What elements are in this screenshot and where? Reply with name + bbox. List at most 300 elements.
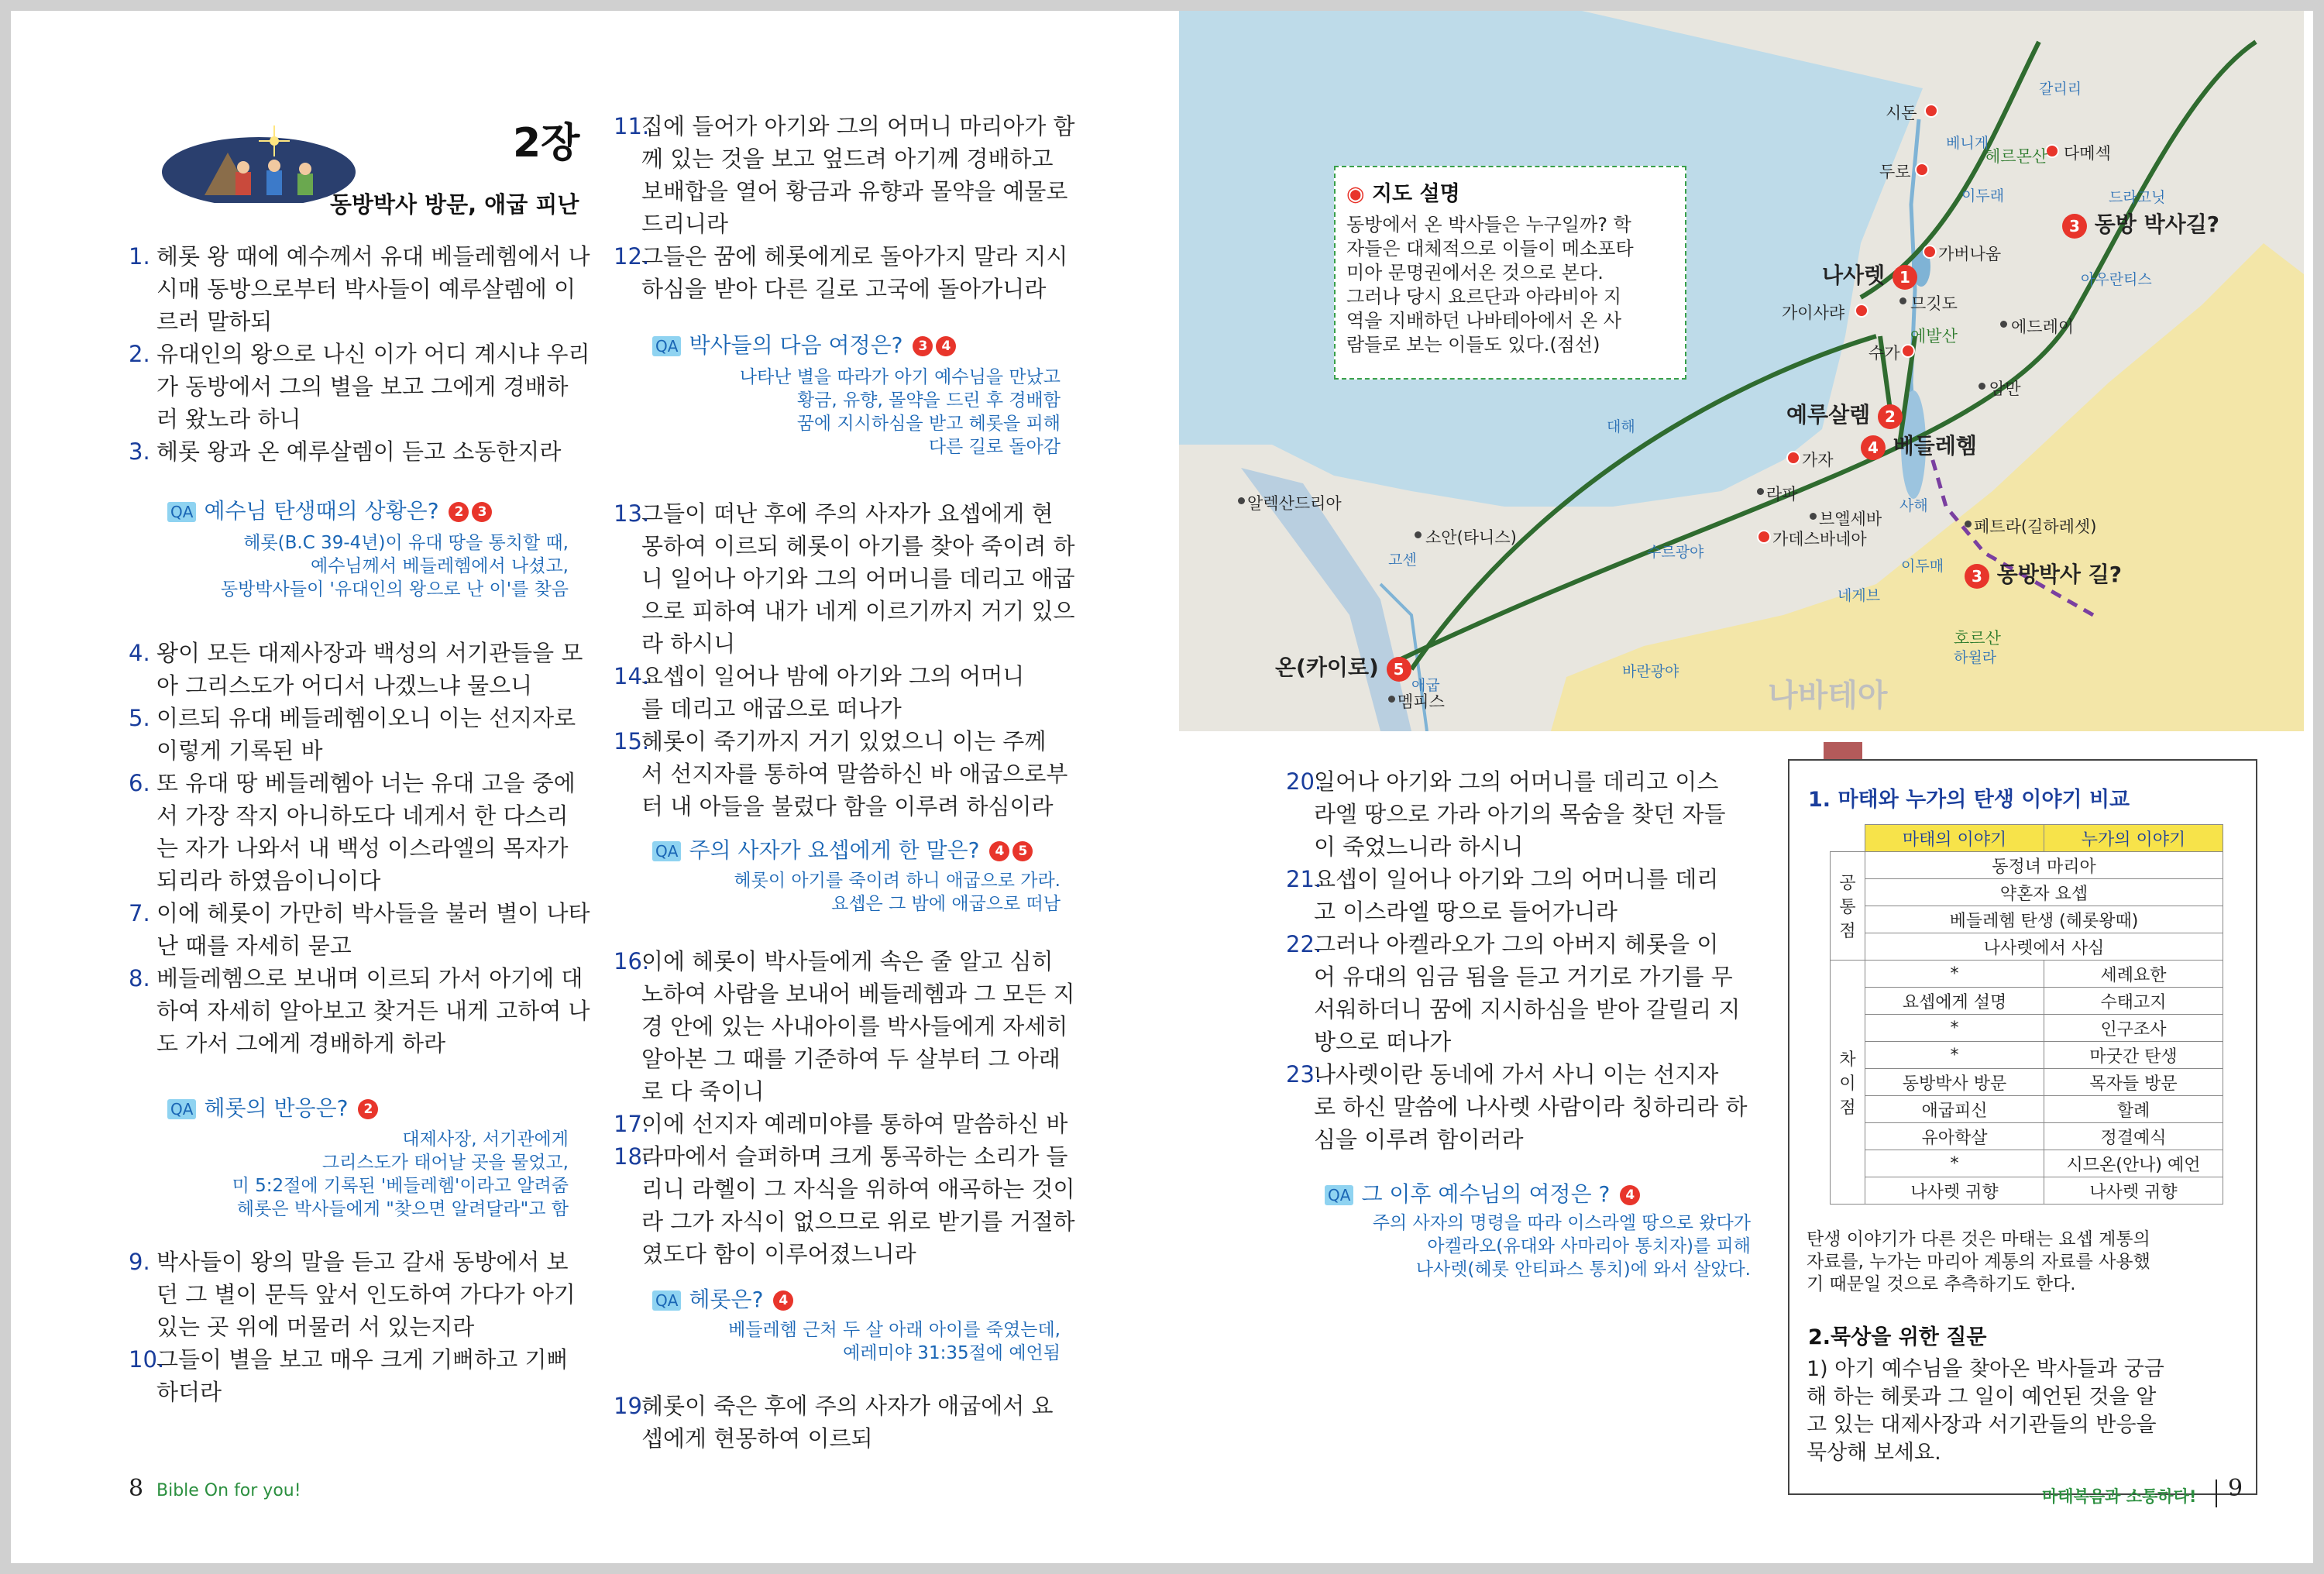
qa-next-journey-answer bbox=[654, 366, 1061, 459]
table-cell: 수태고지 bbox=[2044, 988, 2223, 1015]
row-group-char: 점 bbox=[1839, 922, 1856, 941]
verse-line: 알아본 그 때를 기준하여 두 살부터 그 아래 bbox=[641, 1046, 1061, 1072]
legend-line: 역을 지배하던 나바테아에서 온 사 bbox=[1346, 310, 1622, 332]
legend-title bbox=[1346, 177, 1674, 207]
qa-badge: QA bbox=[167, 1099, 196, 1119]
qa-later-journey bbox=[1325, 1179, 1640, 1210]
verse-number: 1. bbox=[129, 243, 150, 270]
qa-question: 헤롯은? bbox=[689, 1287, 771, 1312]
brand-logo bbox=[156, 1481, 301, 1500]
verse-line: 고 이스라엘 땅으로 들어가니라 bbox=[1314, 899, 1618, 925]
verse-number: 11. bbox=[614, 113, 650, 139]
megiddo-dot bbox=[1899, 297, 1906, 304]
beersheba-dot bbox=[1810, 513, 1817, 520]
verse bbox=[129, 435, 605, 468]
qa-badge: QA bbox=[652, 841, 681, 861]
table-row bbox=[1831, 1042, 2223, 1069]
zoan-label: 소안(타니스) bbox=[1425, 528, 1517, 547]
verse-line: 로 다 죽이니 bbox=[641, 1078, 765, 1105]
row-group-char: 이 bbox=[1839, 1074, 1856, 1094]
verse-number: 10. bbox=[129, 1346, 165, 1373]
tyre-dot bbox=[1915, 163, 1929, 177]
row-group-char: 점 bbox=[1839, 1098, 1856, 1118]
qa-angel-answer bbox=[654, 869, 1061, 916]
qa-badge: QA bbox=[652, 336, 681, 356]
verse-19 bbox=[614, 1390, 1102, 1455]
verse-line: 였도다 함이 이루어졌느니라 bbox=[641, 1241, 916, 1267]
verse bbox=[614, 1108, 1102, 1140]
verses-11-12 bbox=[614, 110, 1102, 305]
qa-question: 그 이후 예수님의 여정은 ? bbox=[1361, 1181, 1618, 1207]
qa-answer-line: 헤롯이 아기를 죽이려 하니 애굽으로 가라. bbox=[734, 871, 1061, 891]
alexandria-dot bbox=[1238, 497, 1245, 504]
verse-number: 15. bbox=[614, 728, 650, 754]
verse-line: 어 유대의 임금 됨을 듣고 거기로 가기를 무 bbox=[1314, 964, 1733, 990]
sidon-label: 시돈 bbox=[1886, 104, 1917, 122]
verse-line: 그러나 아켈라오가 그의 아버지 헤롯을 이 bbox=[1314, 931, 1719, 957]
verse-line: 이르되 유대 베들레헴이오니 이는 선지자로 bbox=[156, 705, 576, 731]
legend-line: 동방에서 온 박사들은 누구일까? 학 bbox=[1346, 214, 1631, 235]
verse-line: 이렇게 기록된 바 bbox=[156, 737, 323, 764]
verse-number: 3. bbox=[129, 438, 150, 465]
verse-line: 그들은 꿈에 헤롯에게로 돌아가지 말라 지시 bbox=[641, 243, 1068, 270]
verse-number: 21. bbox=[1286, 866, 1322, 892]
verse bbox=[129, 962, 605, 1060]
verses-9-10 bbox=[129, 1246, 605, 1408]
goshen-label: 고센 bbox=[1388, 552, 1417, 569]
verse-line: 보배합을 열어 황금과 유향과 몰약을 예물로 bbox=[641, 178, 1068, 204]
table-row bbox=[1831, 852, 2223, 879]
zoan-dot bbox=[1415, 531, 1422, 538]
dead-sea-label: 사해 bbox=[1899, 497, 1928, 514]
table-row bbox=[1831, 1015, 2223, 1042]
right-page bbox=[1151, 11, 2313, 1563]
paran-label: 바란광야 bbox=[1622, 663, 1679, 680]
table-cell-common: 동정녀 마리아 bbox=[1865, 852, 2223, 879]
verse bbox=[129, 338, 605, 435]
verse-number: 7. bbox=[129, 900, 150, 926]
east-route-1-label: 3 동방 박사길? bbox=[2062, 208, 2219, 239]
verse-line: 경 안에 있는 사내아이를 박사들에게 자세히 bbox=[641, 1013, 1068, 1040]
verse bbox=[614, 945, 1102, 1108]
verses-20-23 bbox=[1286, 765, 1758, 1156]
capernaum-label: 가버나움 bbox=[1938, 245, 2002, 263]
kadesh-dot bbox=[1757, 530, 1771, 544]
raphia-label: 라파 bbox=[1766, 485, 1798, 503]
caesarea-dot bbox=[1855, 304, 1868, 318]
verse-line: 있는 곳 위에 머물러 서 있는지라 bbox=[156, 1314, 475, 1340]
verse bbox=[129, 767, 605, 897]
qa-question: 박사들의 다음 여정은? bbox=[689, 332, 910, 358]
verse bbox=[129, 702, 605, 767]
qa-herod-answer-2 bbox=[654, 1318, 1061, 1365]
verse-line: 으로 피하여 내가 네게 이르기까지 거기 있으 bbox=[641, 598, 1075, 624]
table-cell-common: 약혼자 요셉 bbox=[1865, 879, 2223, 906]
table-cell: * bbox=[1865, 1150, 2044, 1177]
verses-13-15 bbox=[614, 497, 1102, 823]
verse-line: 께 있는 것을 보고 엎드려 아기께 경배하고 bbox=[641, 146, 1054, 172]
row-group-label bbox=[1831, 852, 1865, 961]
verse-line: 이에 헤롯이 가만히 박사들을 불러 별이 나타 bbox=[156, 900, 590, 926]
gaza-dot bbox=[1786, 451, 1800, 465]
qa-birth-situation bbox=[167, 496, 492, 527]
qa-angel-message bbox=[652, 835, 1033, 866]
comparison-title: 1. 마태와 누가의 탄생 이야기 비교 bbox=[1808, 788, 2130, 812]
qa-answer-line: 나타난 별을 따라가 아기 예수님을 만났고 bbox=[739, 367, 1061, 387]
verse bbox=[614, 240, 1102, 305]
verse-line: 이에 헤롯이 박사들에게 속은 줄 알고 심히 bbox=[641, 948, 1054, 974]
havila-label: 하윌라 bbox=[1954, 649, 1997, 666]
verse-line: 라엘 땅으로 가라 아기의 목숨을 찾던 자들 bbox=[1314, 801, 1726, 827]
idumea-label: 이두매 bbox=[1901, 558, 1944, 575]
table-cell-common: 베들레헴 탄생 (헤롯왕때) bbox=[1865, 906, 2223, 933]
table-row bbox=[1831, 1150, 2223, 1177]
damascus-label: 다메섹 bbox=[2064, 144, 2111, 163]
gaza-label: 가자 bbox=[1802, 451, 1834, 469]
qa-herod bbox=[652, 1284, 793, 1315]
verse-number: 18. bbox=[614, 1143, 650, 1170]
bethlehem-label: 4 베들레헴 bbox=[1861, 429, 1977, 460]
table-cell: 유아학살 bbox=[1865, 1123, 2044, 1150]
qa-answer-line: 미 5:2절에 기록된 '베들레헴'이라고 알려줌 bbox=[232, 1176, 569, 1196]
legend-line: 미아 문명권에서온 것으로 본다. bbox=[1346, 262, 1604, 284]
auranitis-label: 아우란티스 bbox=[2081, 271, 2152, 288]
table-row bbox=[1831, 879, 2223, 906]
legend-line: 자들은 대체적으로 이들이 메소포타 bbox=[1346, 238, 1634, 259]
verse-line: 그들이 떠난 후에 주의 사자가 요셉에게 현 bbox=[641, 500, 1054, 527]
qa-answer-line: 동방박사들이 '유대인의 왕으로 난 이'를 찾음 bbox=[220, 579, 569, 600]
table-row bbox=[1831, 1177, 2223, 1205]
tyre-label: 두로 bbox=[1879, 163, 1911, 181]
nativity-illustration bbox=[158, 110, 359, 203]
memphis-label: 멤피스 bbox=[1397, 692, 1445, 711]
qa-ref-number: 4 bbox=[936, 336, 956, 356]
qa-answer-line: 다른 길로 돌아감 bbox=[928, 437, 1061, 457]
verse-line: 방으로 떠나가 bbox=[1314, 1029, 1452, 1055]
row-group-char: 공 bbox=[1839, 874, 1856, 893]
verse-line: 유대인의 왕으로 나신 이가 어디 계시냐 우리 bbox=[156, 341, 590, 367]
qa-ref-number: 4 bbox=[1620, 1185, 1640, 1205]
question-line: 해 하는 헤롯과 그 일이 예언된 것을 알 bbox=[1807, 1385, 2157, 1409]
verse-line: 드리니라 bbox=[641, 211, 729, 237]
verses-1-3 bbox=[129, 240, 605, 468]
footer-divider bbox=[2216, 1479, 2217, 1507]
verse-number: 2. bbox=[129, 341, 150, 367]
map bbox=[1179, 11, 2304, 731]
qa-ref-number: 3 bbox=[472, 502, 492, 522]
verse-line: 리니 라헬이 그 자식을 위하여 애곡하는 것이 bbox=[641, 1176, 1075, 1202]
verse-line: 집에 들어가 아기와 그의 어머니 마리아가 함 bbox=[641, 113, 1075, 139]
verse-line: 일어나 아기와 그의 어머니를 데리고 이스 bbox=[1314, 768, 1719, 795]
verse bbox=[614, 1140, 1102, 1270]
qa-ref-number: 4 bbox=[773, 1290, 793, 1311]
table-row bbox=[1831, 1069, 2223, 1096]
hermon-label: 헤르몬산 bbox=[1985, 147, 2048, 166]
ebal-label: 에발산 bbox=[1910, 327, 1958, 345]
verse-number: 16. bbox=[614, 948, 650, 974]
table-cell: 나사렛 귀향 bbox=[1865, 1177, 2044, 1205]
table-header: 누가의 이야기 bbox=[2044, 825, 2223, 852]
med-sea-label: 대해 bbox=[1607, 418, 1635, 435]
qa-answer-line: 예수님께서 베들레헴에서 나셨고, bbox=[311, 556, 569, 576]
verse-line: 박사들이 왕의 말을 듣고 갈새 동방에서 보 bbox=[156, 1249, 569, 1275]
verse bbox=[129, 240, 605, 338]
qa-answer-line: 아켈라오(유대와 사마리아 통치자)를 피해 bbox=[1427, 1236, 1751, 1256]
row-group-label bbox=[1831, 961, 1865, 1205]
verse-line: 서워하더니 꿈에 지시하심을 받아 갈릴리 지 bbox=[1314, 996, 1741, 1022]
edrei-label: 에드레이 bbox=[2011, 318, 2075, 336]
megiddo-label: 므깃도 bbox=[1910, 294, 1958, 313]
verse-line: 는 자가 나와서 내 백성 이스라엘의 목자가 bbox=[156, 835, 569, 861]
verse-number: 9. bbox=[129, 1249, 150, 1275]
verse bbox=[614, 660, 1102, 725]
qa-birth-answer bbox=[166, 531, 569, 601]
on-cairo-label: 온(카이로) 5 bbox=[1275, 651, 1411, 682]
meditation-question bbox=[1807, 1356, 2245, 1467]
table-cell: 나사렛 귀향 bbox=[2044, 1177, 2223, 1205]
petra-dot bbox=[1965, 521, 1972, 528]
qa-answer-line: 꿈에 지시하심을 받고 헤롯을 피해 bbox=[796, 414, 1061, 434]
verse-line: 헤롯이 죽은 후에 주의 사자가 애굽에서 요 bbox=[641, 1393, 1054, 1419]
verse-line: 왕이 모든 대제사장과 백성의 서기관들을 모 bbox=[156, 640, 583, 666]
verse-number: 17. bbox=[614, 1111, 650, 1137]
legend-text bbox=[1346, 213, 1674, 357]
verse-number: 13. bbox=[614, 500, 650, 527]
verse-line: 요셉이 일어나 밤에 아기와 그의 어머니 bbox=[641, 663, 1025, 689]
qa-question: 예수님 탄생때의 상황은? bbox=[204, 498, 446, 524]
comparison-box bbox=[1788, 759, 2257, 1495]
edrei-dot bbox=[2000, 321, 2007, 328]
verse-line: 나사렛이란 동네에 가서 사니 이는 선지자 bbox=[1314, 1061, 1719, 1088]
qa-answer-line: 헤롯은 박사들에게 "찾으면 알려달라"고 함 bbox=[236, 1199, 569, 1219]
verse-number: 22. bbox=[1286, 931, 1322, 957]
verse-line: 라 그가 자식이 없으므로 위로 받기를 거절하 bbox=[641, 1208, 1075, 1235]
qa-ref-number: 2 bbox=[449, 502, 469, 522]
capernaum-dot bbox=[1923, 245, 1937, 259]
verse-line: 심을 이루려 함이러라 bbox=[1314, 1126, 1524, 1153]
verse bbox=[614, 725, 1102, 823]
nabatea-label: 나바테아 bbox=[1768, 678, 1888, 713]
negev-label: 네게브 bbox=[1838, 587, 1881, 604]
qa-answer-line: 나사렛(헤롯 안티파스 통치)에 와서 살았다. bbox=[1415, 1260, 1751, 1280]
page-number-right: 9 bbox=[2228, 1475, 2243, 1502]
kadesh-label: 가데스바네아 bbox=[1772, 530, 1867, 548]
verse bbox=[614, 1390, 1102, 1455]
verse bbox=[129, 1343, 605, 1408]
verse-line: 또 유대 땅 베들레헴아 너는 유대 고을 중에 bbox=[156, 770, 576, 796]
question-line: 1) 아기 예수님을 찾아온 박사들과 궁금 bbox=[1807, 1357, 2164, 1381]
verse-line: 서 가장 작지 아니하도다 네게서 한 다스리 bbox=[156, 802, 569, 829]
table-row bbox=[1831, 906, 2223, 933]
brand-text: Bible On for you! bbox=[156, 1481, 301, 1500]
table-cell: * bbox=[1865, 961, 2044, 988]
note-line: 탄생 이야기가 다른 것은 마태는 요셉 계통의 bbox=[1807, 1229, 2150, 1249]
amman-label: 암만 bbox=[1989, 380, 2021, 398]
verse-line: 헤롯 왕 때에 예수께서 유대 베들레헴에서 나 bbox=[156, 243, 590, 270]
map-legend bbox=[1334, 166, 1686, 380]
trachonitis-label: 드라고닛 bbox=[2109, 189, 2166, 206]
verse-number: 5. bbox=[129, 705, 150, 731]
qa-answer-line: 헤롯(B.C 39-4년)이 유대 땅을 통치할 때, bbox=[243, 533, 569, 553]
table-cell: 세례요한 bbox=[2044, 961, 2223, 988]
verse bbox=[1286, 765, 1758, 863]
qa-answer-line: 그리스도가 태어날 곳을 물었고, bbox=[321, 1153, 569, 1173]
qa-next-journey bbox=[652, 330, 956, 361]
page-number-left: 8 bbox=[129, 1475, 144, 1502]
qa-ref-number: 5 bbox=[1012, 841, 1033, 861]
note-line: 기 때문일 것으로 추측하기도 한다. bbox=[1807, 1274, 2076, 1294]
table-cell: 요셉에게 설명 bbox=[1865, 988, 2044, 1015]
verse-line: 터 내 아들을 불렀다 함을 이루려 하심이라 bbox=[641, 793, 1054, 820]
verse bbox=[614, 497, 1102, 660]
sychar-label: 수가 bbox=[1868, 344, 1900, 363]
table-row bbox=[1831, 961, 2223, 988]
caesarea-label: 가이사랴 bbox=[1782, 304, 1845, 322]
verse-number: 20. bbox=[1286, 768, 1322, 795]
table-cell: 인구조사 bbox=[2044, 1015, 2223, 1042]
verses-16-18 bbox=[614, 945, 1102, 1270]
verse-line: 노하여 사람을 보내어 베들레헴과 그 모든 지 bbox=[641, 981, 1075, 1007]
table-row bbox=[1831, 1123, 2223, 1150]
qa-question: 헤롯의 반응은? bbox=[204, 1095, 356, 1121]
verse-line: 아 그리스도가 어디서 나겠느냐 물으니 bbox=[156, 672, 533, 699]
table-cell: 정결예식 bbox=[2044, 1123, 2223, 1150]
question-line: 묵상해 보세요. bbox=[1807, 1441, 1941, 1465]
memphis-dot bbox=[1388, 696, 1395, 703]
qa-badge: QA bbox=[652, 1290, 681, 1311]
verse-line: 가 동방에서 그의 별을 보고 그에게 경배하 bbox=[156, 373, 569, 400]
alexandria-label: 알렉산드리아 bbox=[1247, 494, 1342, 513]
sychar-dot bbox=[1901, 344, 1915, 358]
qa-badge: QA bbox=[167, 502, 196, 522]
verse-number: 14. bbox=[614, 663, 650, 689]
verses-4-8 bbox=[129, 637, 605, 1060]
table-row bbox=[1831, 933, 2223, 961]
footer-text: 마태복음과 소통하다! bbox=[2042, 1487, 2197, 1506]
iturea-label: 이두래 bbox=[1961, 187, 2005, 204]
note-line: 자료를, 누가는 마리아 계통의 자료를 사용했 bbox=[1807, 1252, 2150, 1272]
table-header: 마태의 이야기 bbox=[1865, 825, 2044, 852]
verse-number: 23. bbox=[1286, 1061, 1322, 1088]
comparison-note bbox=[1807, 1229, 2245, 1296]
table-cell: 애굽피신 bbox=[1865, 1096, 2044, 1123]
verse-line: 하여 자세히 알아보고 찾거든 내게 고하여 나 bbox=[156, 998, 590, 1024]
verse-line: 라마에서 슬퍼하며 크게 통곡하는 소리가 들 bbox=[641, 1143, 1068, 1170]
verse-line: 몽하여 이르되 헤롯이 아기를 찾아 죽이려 하 bbox=[641, 533, 1075, 559]
verse-number: 12. bbox=[614, 243, 650, 270]
table-cell: 시므온(안나) 예언 bbox=[2044, 1150, 2223, 1177]
qa-question: 주의 사자가 요셉에게 한 말은? bbox=[689, 837, 987, 863]
nazareth-label: 나사렛 1 bbox=[1822, 259, 1917, 290]
amman-dot bbox=[1978, 383, 1985, 390]
qa-answer-line: 황금, 유향, 몰약을 드린 후 경배함 bbox=[796, 390, 1061, 411]
verse bbox=[1286, 928, 1758, 1058]
table-cell: 목자들 방문 bbox=[2044, 1069, 2223, 1096]
legend-line: 그러나 당시 요르단과 아라비아 지 bbox=[1346, 286, 1622, 308]
verse-number: 8. bbox=[129, 965, 150, 991]
table-cell: 마굿간 탄생 bbox=[2044, 1042, 2223, 1069]
table-row bbox=[1831, 825, 2223, 852]
verse-line: 이에 선지자 예레미야를 통하여 말씀하신 바 bbox=[641, 1111, 1068, 1137]
table-cell: * bbox=[1865, 1042, 2044, 1069]
verse bbox=[129, 897, 605, 962]
sidon-dot bbox=[1924, 104, 1938, 118]
verse-line: 요셉이 일어나 아기와 그의 어머니를 데리 bbox=[1314, 866, 1719, 892]
legend-title-text: 지도 설명 bbox=[1371, 182, 1460, 206]
table-cell: 할례 bbox=[2044, 1096, 2223, 1123]
table-row bbox=[1831, 1096, 2223, 1123]
verse-line: 서 선지자를 통하여 말씀하신 바 애굽으로부 bbox=[641, 761, 1068, 787]
chapter-title: 동방박사 방문, 애굽 피난 bbox=[330, 191, 579, 218]
verse bbox=[129, 637, 605, 702]
qa-answer-line: 베들레헴 근처 두 살 아래 아이를 죽였는데, bbox=[728, 1320, 1061, 1340]
verse-line: 이 죽었느니라 하시니 bbox=[1314, 833, 1524, 860]
qa-answer-line: 주의 사자의 명령을 따라 이스라엘 땅으로 왔다가 bbox=[1372, 1213, 1751, 1233]
egypt-label: 애굽 bbox=[1411, 677, 1440, 694]
verse-line: 되리라 하였음이니이다 bbox=[156, 868, 381, 894]
verse-line: 그들이 별을 보고 매우 크게 기뻐하고 기뻐 bbox=[156, 1346, 569, 1373]
qa-ref-number: 3 bbox=[913, 336, 933, 356]
row-group-char: 통 bbox=[1839, 898, 1856, 917]
verse-line: 를 데리고 애굽으로 떠나가 bbox=[641, 696, 902, 722]
verse bbox=[129, 1246, 605, 1343]
qa-ref-number: 4 bbox=[989, 841, 1009, 861]
verse-line: 난 때를 자세히 묻고 bbox=[156, 933, 352, 959]
verse-line: 던 그 별이 문득 앞서 인도하여 가다가 아기 bbox=[156, 1281, 576, 1308]
question-line: 고 있는 대제사장과 서기관들의 반응을 bbox=[1807, 1413, 2157, 1437]
table-corner bbox=[1831, 825, 1865, 852]
verse-number: 4. bbox=[129, 640, 150, 666]
qa-herod-reaction bbox=[167, 1093, 378, 1124]
table-cell-common: 나사렛에서 사심 bbox=[1865, 933, 2223, 961]
hor-label: 호르산 bbox=[1954, 629, 2001, 648]
qa-answer-line: 대제사장, 서기관에게 bbox=[402, 1129, 569, 1150]
galilee-sea-label: 갈리리 bbox=[2039, 81, 2082, 98]
verse-line: 베들레헴으로 보내며 이르되 가서 아기에 대 bbox=[156, 965, 583, 991]
verse-line: 시매 동방으로부터 박사들이 예루살렘에 이 bbox=[156, 276, 576, 302]
verse-line: 니 일어나 아기와 그의 어머니를 데리고 애굽 bbox=[641, 565, 1075, 592]
shur-label: 수르광야 bbox=[1647, 544, 1704, 561]
row-group-char: 차 bbox=[1839, 1050, 1856, 1070]
beersheba-label: 브엘세바 bbox=[1819, 510, 1882, 528]
verse-line: 헤롯 왕과 온 예루살렘이 듣고 소동한지라 bbox=[156, 438, 562, 465]
verse-line: 도 가서 그에게 경배하게 하라 bbox=[156, 1030, 446, 1057]
jerusalem-label: 예루살렘 2 bbox=[1786, 398, 1903, 429]
verse-line: 셉에게 현몽하여 이르되 bbox=[641, 1425, 873, 1452]
legend-line: 람들로 보는 이들도 있다.(점선) bbox=[1346, 334, 1600, 356]
verse bbox=[614, 110, 1102, 240]
verse-line: 라 하시니 bbox=[641, 631, 736, 657]
table-cell: 동방박사 방문 bbox=[1865, 1069, 2044, 1096]
east-route-2-label: 3 동방박사 길? bbox=[1965, 558, 2122, 589]
verse-line: 르러 말하되 bbox=[156, 308, 273, 335]
verse-line: 로 하신 말씀에 나사렛 사람이라 칭하리라 하 bbox=[1314, 1094, 1748, 1120]
verse bbox=[1286, 1058, 1758, 1156]
comparison-table bbox=[1830, 824, 2223, 1205]
verse-number: 6. bbox=[129, 770, 150, 796]
verse-number: 19. bbox=[614, 1393, 650, 1419]
chapter-number: 2장 bbox=[513, 120, 580, 167]
verse-line: 하더라 bbox=[156, 1379, 222, 1405]
verse-line: 헤롯이 죽기까지 거기 있었으니 이는 주께 bbox=[641, 728, 1047, 754]
verse-line: 하심을 받아 다른 길로 고국에 돌아가니라 bbox=[641, 276, 1047, 302]
qa-badge: QA bbox=[1325, 1185, 1353, 1205]
verse bbox=[1286, 863, 1758, 928]
meditation-title: 2.묵상을 위한 질문 bbox=[1808, 1325, 1987, 1349]
location-pin-icon: ◉ bbox=[1346, 182, 1365, 206]
qa-answer-line: 요셉은 그 밤에 애굽으로 떠남 bbox=[831, 894, 1061, 914]
phoenicia-label: 베니게 bbox=[1946, 135, 1989, 152]
